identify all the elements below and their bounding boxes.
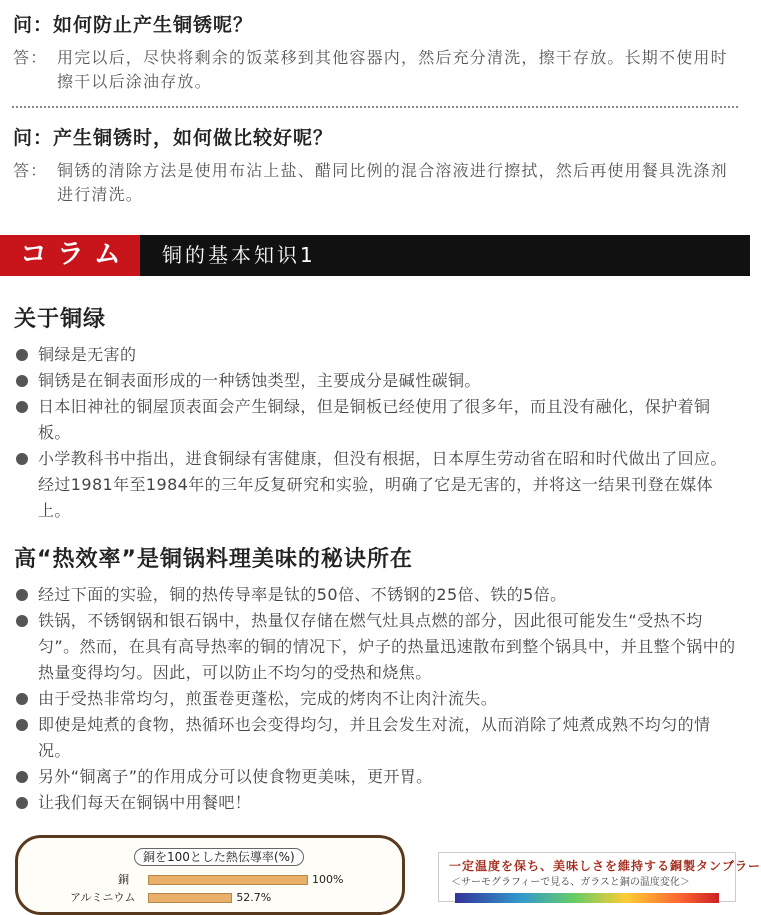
list-item: 日本旧神社的铜屋顶表面会产生铜绿，但是铜板已经使用了很多年，而且没有融化，保护着铜板。 xyxy=(14,394,736,446)
tumbler-subtitle: ＜サーモグラフィーで見る、ガラスと銅の温度変化＞ xyxy=(451,877,690,888)
section-heat-efficiency xyxy=(14,546,736,816)
list-item: 小学教科书中指出，进食铜绿有害健康，但没有根据，日本厚生劳动省在昭和时代做出了回应。经过1981年至1984年的三年反复研究和实验，明确了它是无害的，并将这一结果刊登在媒体上。 xyxy=(14,446,736,524)
faq-answer-1 xyxy=(13,46,741,94)
chart-title: 銅を100とした熱伝導率(%) xyxy=(134,848,304,866)
bar-value-aluminum: 52.7% xyxy=(236,891,272,904)
faq-question-1: 问：如何防止产生铜锈呢？ xyxy=(13,14,254,36)
faq-question-2: 问：产生铜锈时，如何做比较好呢？ xyxy=(13,127,334,149)
answer-label: 答： xyxy=(13,48,48,67)
column-title: 铜的基本知识1 xyxy=(162,243,316,267)
tumbler-title: 一定温度を保ち、美味しさを維持する銅製タンブラー xyxy=(449,859,761,873)
list-item: 铁锅，不锈钢锅和银石锅中，热量仅存储在燃气灶具点燃的部分，因此很可能发生“受热不均匀”。然而，在具有高导热率的铜的情况下，炉子的热量迅速散布到整个锅具中，并且整个锅中的热量变得均匀。因此，可以防止不均匀的受热和烧焦。 xyxy=(14,608,736,686)
bar-copper xyxy=(148,875,308,885)
tumbler-thermography-card xyxy=(438,852,761,902)
list-item: 经过下面的实验，铜的热传导率是钛的50倍、不锈钢的25倍、铁的5倍。 xyxy=(14,582,736,608)
dotted-divider xyxy=(12,106,738,108)
answer-text: 用完以后，尽快将剩余的饭菜移到其他容器内，然后充分清洗，擦干存放。长期不使用时擦干以后涂油存放。 xyxy=(57,48,728,91)
faq-answer-2 xyxy=(13,159,741,207)
list-item: 让我们每天在铜锅中用餐吧！ xyxy=(14,790,736,816)
list-item: 另外“铜离子”的作用成分可以使食物更美味，更开胃。 xyxy=(14,764,736,790)
answer-label: 答： xyxy=(13,161,48,180)
list-item: 由于受热非常均匀，煎蛋卷更蓬松，完成的烤肉不让肉汁流失。 xyxy=(14,686,736,712)
section-verdigris xyxy=(14,306,736,524)
list-item: 即使是炖煮的食物，热循环也会变得均匀，并且会发生对流，从而消除了炖煮成熟不均匀的情况。 xyxy=(14,712,736,764)
thermography-image xyxy=(455,893,719,903)
list-item: 铜锈是在铜表面形成的一种锈蚀类型，主要成分是碱性碳铜。 xyxy=(14,368,736,394)
bullet-list xyxy=(14,582,736,816)
faq-item-2 xyxy=(13,126,741,207)
list-item: 铜绿是无害的 xyxy=(14,342,736,368)
bar-value-copper: 100% xyxy=(312,873,344,886)
section-heading: 高“热效率”是铜锅料理美味的秘诀所在 xyxy=(14,547,413,572)
bullet-list xyxy=(14,342,736,524)
column-banner xyxy=(0,235,750,276)
section-heading: 关于铜绿 xyxy=(14,307,107,332)
bar-label-aluminum: アルミニウム xyxy=(70,891,136,904)
answer-text: 铜锈的清除方法是使用布沾上盐、醋同比例的混合溶液进行擦拭，然后再使用餐具洗涤剂进行清洗。 xyxy=(57,161,728,204)
thermal-conductivity-chart xyxy=(15,835,405,915)
faq-item-1 xyxy=(13,13,741,94)
column-tag xyxy=(0,235,140,276)
column-tag-label: コラム xyxy=(20,239,131,270)
bar-label-copper: 銅 xyxy=(118,873,129,886)
bar-aluminum xyxy=(148,893,232,903)
